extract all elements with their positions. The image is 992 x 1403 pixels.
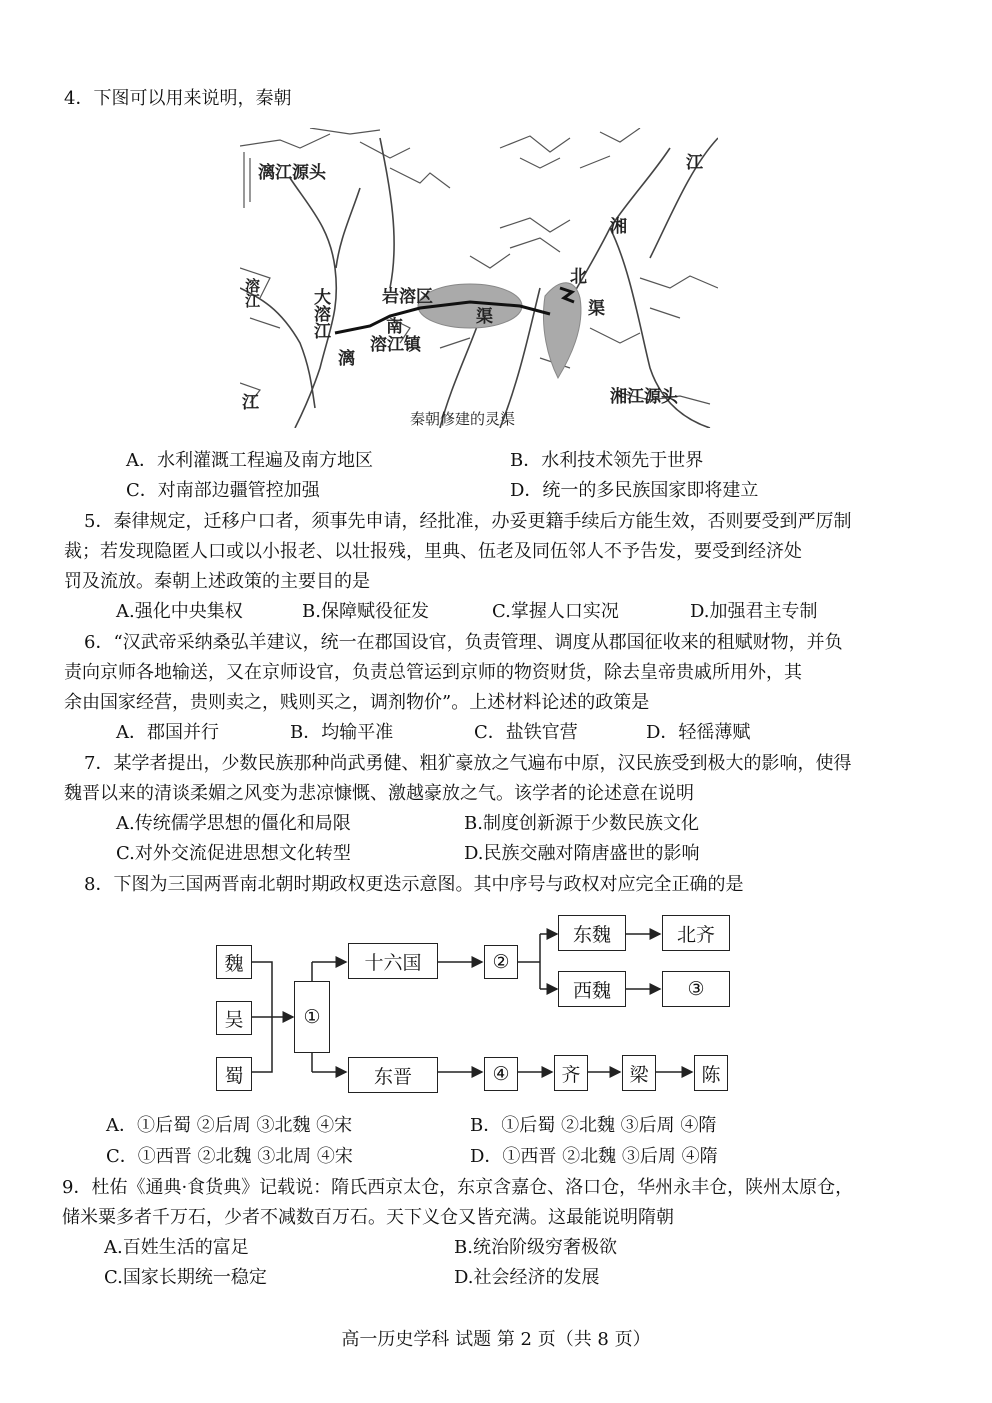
q8-option-b: B．①后蜀 ②北魏 ③后周 ④隋 [470, 1115, 717, 1136]
node-4: ④ [484, 1057, 518, 1091]
q5-line-2: 裁；若发现隐匿人口或以小报老、以壮报残，里典、伍老及同伍邻人不予告发，要受到经济处 [64, 541, 802, 562]
q9-option-d: D.社会经济的发展 [454, 1267, 600, 1288]
node-dongwei: 东魏 [558, 915, 626, 951]
label-rong-jiang: 溶江 [243, 278, 261, 308]
q6-option-b: B．均输平准 [290, 722, 394, 743]
node-2: ② [484, 945, 518, 979]
q9-option-b: B.统治阶级穷奢极欲 [454, 1237, 617, 1258]
ling-canal-map [240, 128, 718, 428]
q5-option-b: B.保障赋役征发 [302, 601, 429, 622]
label-karst: 岩溶区 [382, 287, 433, 307]
q7-option-a: A.传统儒学思想的僵化和局限 [116, 813, 351, 834]
map-caption: 秦朝修建的灵渠 [410, 410, 516, 428]
q7-option-b: B.制度创新源于少数民族文化 [464, 813, 699, 834]
q5-line-3: 罚及流放。秦朝上述政策的主要目的是 [64, 571, 370, 592]
label-qu: 渠 [476, 307, 493, 327]
label-nan: 南 [386, 317, 403, 337]
node-qi: 齐 [554, 1055, 588, 1091]
label-rong-jiang-town: 溶江镇 [370, 335, 421, 355]
diagram-connectors [200, 905, 740, 1105]
q5-option-c: C.掌握人口实况 [492, 601, 619, 622]
q5-option-d: D.加强君主专制 [690, 601, 818, 622]
node-beiqi: 北齐 [662, 915, 730, 951]
q4-stem: 4．下图可以用来说明，秦朝 [64, 88, 292, 109]
label-xiang: 湘 [610, 217, 627, 237]
q6-option-c: C．盐铁官营 [474, 722, 578, 743]
node-chen: 陈 [694, 1055, 728, 1091]
node-xiwei: 西魏 [558, 971, 626, 1007]
q8-option-d: D．①西晋 ②北魏 ③后周 ④隋 [470, 1146, 718, 1167]
label-bei-qu: 渠 [588, 299, 605, 319]
node-wei: 魏 [216, 945, 252, 979]
q6-option-d: D．轻徭薄赋 [646, 722, 751, 743]
q4-option-a: A．水利灌溉工程遍及南方地区 [126, 450, 373, 471]
q7-option-d: D.民族交融对隋唐盛世的影响 [464, 843, 700, 864]
node-wu: 吴 [216, 1001, 252, 1035]
q7-line-1: 7．某学者提出，少数民族那种尚武勇健、粗犷豪放之气遍布中原，汉民族受到极大的影响，使得 [84, 753, 852, 774]
q8-stem: 8．下图为三国两晋南北朝时期政权更迭示意图。其中序号与政权对应完全正确的是 [84, 874, 744, 895]
regime-succession-diagram [200, 905, 740, 1105]
q5-line-1: 5．秦律规定，迁移户口者，须事先申请，经批准，办妥更籍手续后方能生效，否则要受到严厉制 [84, 511, 852, 532]
label-xiang-source: 湘江源头 [610, 387, 678, 407]
node-liang: 梁 [622, 1055, 656, 1091]
node-3: ③ [662, 971, 730, 1007]
page-footer: 高一历史学科 试题 第 2 页（共 8 页） [341, 1329, 651, 1350]
node-dongjin: 东晋 [348, 1057, 438, 1093]
q9-option-c: C.国家长期统一稳定 [104, 1267, 267, 1288]
label-bei: 北 [570, 267, 587, 287]
q7-line-2: 魏晋以来的清谈柔媚之风变为悲凉慷慨、激越豪放之气。该学者的论述意在说明 [64, 783, 694, 804]
q9-option-a: A.百姓生活的富足 [104, 1237, 249, 1258]
q4-option-b: B．水利技术领先于世界 [510, 450, 704, 471]
q6-option-a: A．郡国并行 [116, 722, 219, 743]
label-li-source: 漓江源头 [258, 163, 326, 183]
q9-line-2: 储米粟多者千万石，少者不减数百万石。天下义仓又皆充满。这最能说明隋朝 [62, 1207, 674, 1228]
label-li: 漓 [338, 349, 355, 369]
node-sixteen-kingdoms: 十六国 [348, 943, 438, 979]
label-jiang-bottom: 江 [242, 393, 259, 413]
q5-option-a: A.强化中央集权 [116, 601, 243, 622]
q8-option-c: C．①西晋 ②北魏 ③北周 ④宋 [106, 1146, 353, 1167]
q6-line-1: 6．“汉武帝采纳桑弘羊建议，统一在郡国设官，负责管理、调度从郡国征收来的租赋财物，并负 [84, 632, 843, 653]
q6-line-2: 责向京师各地输送，又在京师设官，负责总管运到京师的物资财货，除去皇帝贵戚所用外，其 [64, 662, 802, 683]
label-jiang-top: 江 [686, 153, 703, 173]
q9-line-1: 9．杜佑《通典·食货典》记载说：隋氏西京太仓，东京含嘉仓、洛口仓，华州永丰仓，陕州太原仓， [62, 1177, 854, 1198]
node-1: ① [294, 981, 330, 1053]
q4-option-d: D．统一的多民族国家即将建立 [510, 480, 759, 501]
q6-line-3: 余由国家经营，贵则卖之，贱则买之，调剂物价”。上述材料论述的政策是 [64, 692, 650, 713]
node-shu: 蜀 [216, 1057, 252, 1091]
q4-option-c: C．对南部边疆管控加强 [126, 480, 320, 501]
q8-option-a: A．①后蜀 ②后周 ③北魏 ④宋 [106, 1115, 353, 1136]
label-da-rong-jiang: 大溶江 [310, 288, 330, 339]
q7-option-c: C.对外交流促进思想文化转型 [116, 843, 351, 864]
